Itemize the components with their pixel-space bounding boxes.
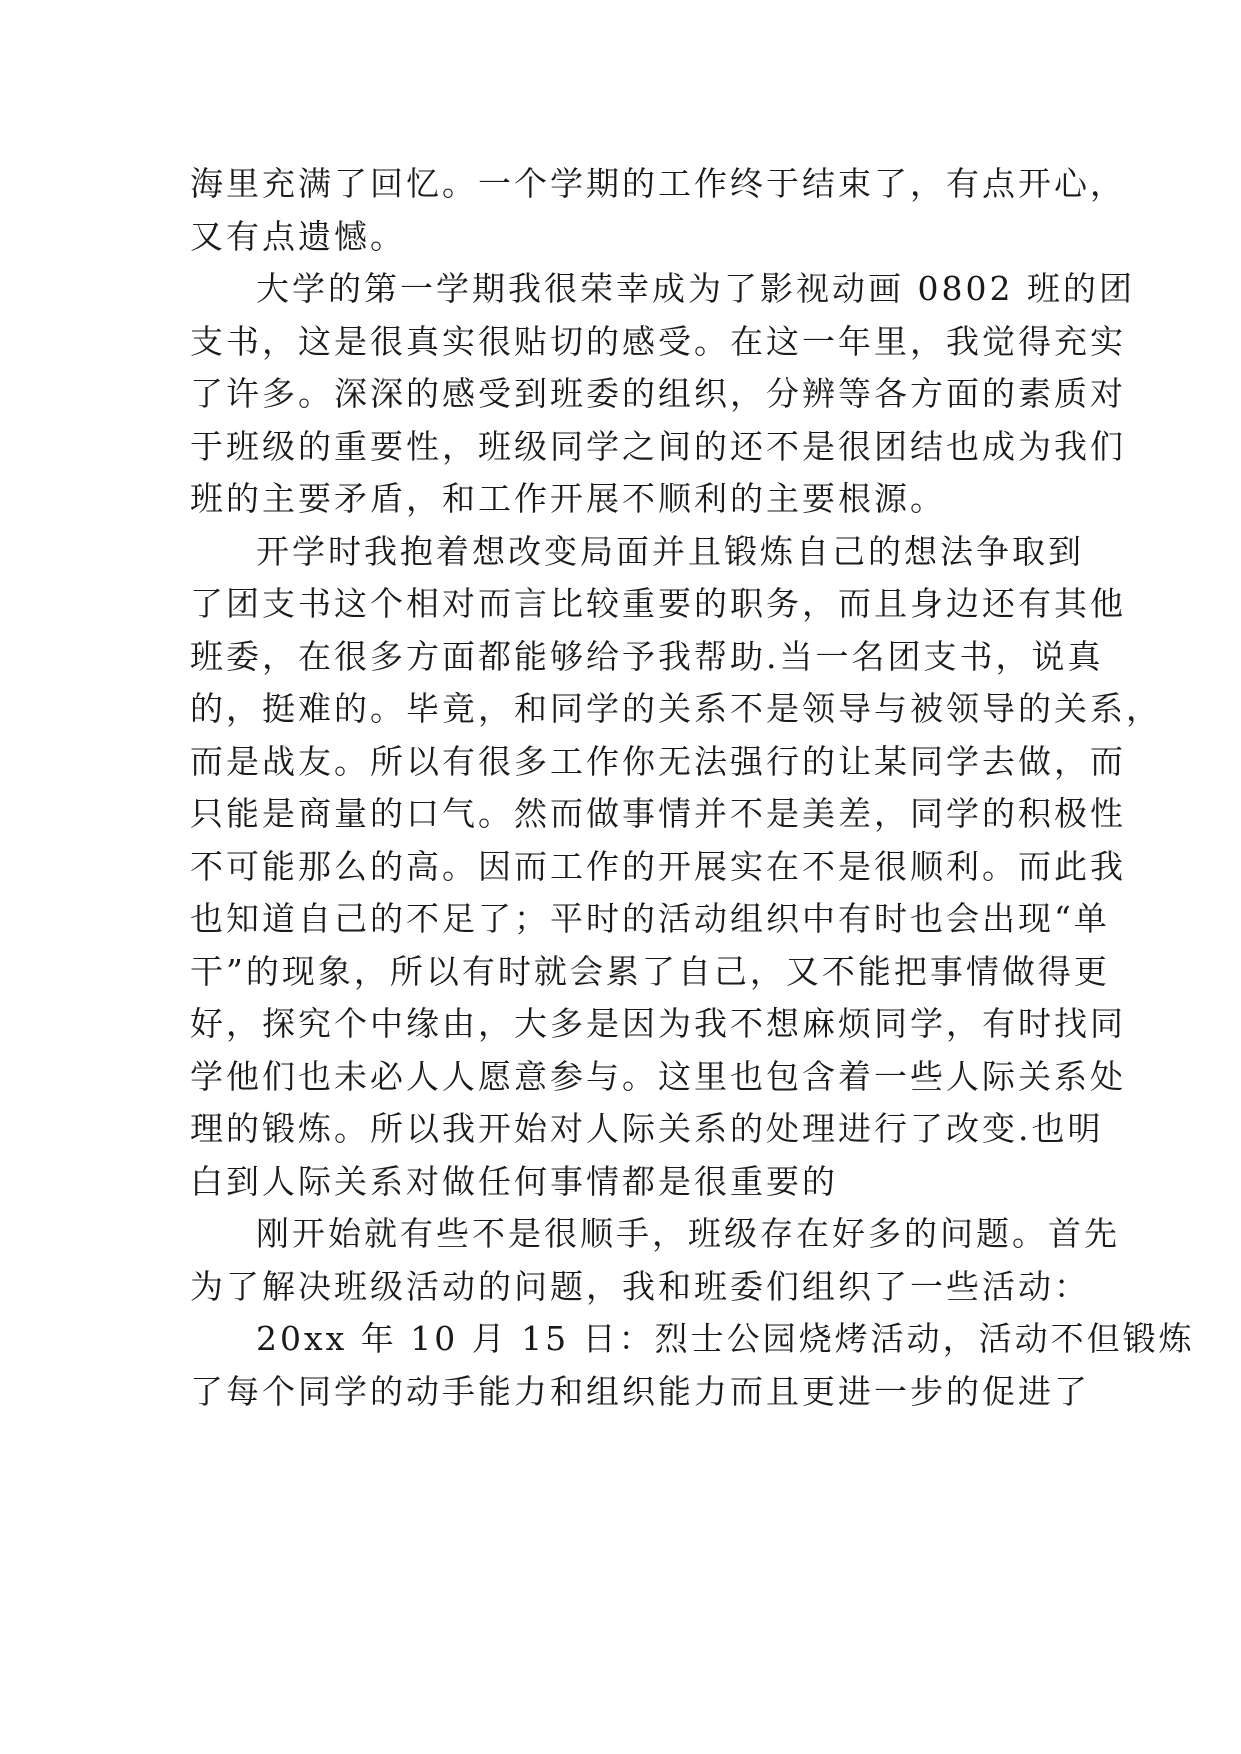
text-line: 又有点遗憾。	[190, 216, 406, 256]
document-body	[190, 158, 1195, 1418]
text-line: 大学的第一学期我很荣幸成为了影视动画 0802 班的团	[256, 269, 1135, 308]
text-line: 白到人际关系对做任何事情都是很重要的	[190, 1161, 838, 1201]
text-line: 干”的现象，所以有时就会累了自己，又不能把事情做得更	[190, 951, 1110, 991]
text-line: 了团支书这个相对而言比较重要的职务，而且身边还有其他	[190, 584, 1126, 623]
text-line: 理的锻炼。所以我开始对人际关系的处理进行了改变.也明	[190, 1109, 1104, 1148]
text-line: 开学时我抱着想改变局面并且锻炼自己的想法争取到	[256, 531, 1084, 571]
text-line: 刚开始就有些不是很顺手，班级存在好多的问题。首先	[256, 1214, 1120, 1253]
text-line: 也知道自己的不足了；平时的活动组织中有时也会出现“单	[190, 899, 1110, 938]
text-line: 只能是商量的口气。然而做事情并不是美差，同学的积极性	[190, 794, 1126, 833]
text-line: 而是战友。所以有很多工作你无法强行的让某同学去做，而	[190, 741, 1126, 781]
text-line: 了许多。深深的感受到班委的组织，分辨等各方面的素质对	[190, 374, 1126, 413]
text-line: 20xx 年 10 月 15 日：烈士公园烧烤活动，活动不但锻炼	[256, 1319, 1195, 1358]
text-line: 于班级的重要性，班级同学之间的还不是很团结也成为我们	[190, 426, 1126, 466]
text-line: 班委，在很多方面都能够给予我帮助.当一名团支书，说真	[190, 636, 1104, 676]
text-line: 班的主要矛盾，和工作开展不顺利的主要根源。	[190, 479, 946, 518]
text-line: 学他们也未必人人愿意参与。这里也包含着一些人际关系处	[190, 1056, 1126, 1096]
text-line: 不可能那么的高。因而工作的开展实在不是很顺利。而此我	[190, 846, 1126, 886]
text-line: 海里充满了回忆。一个学期的工作终于结束了，有点开心，	[190, 164, 1126, 203]
text-line: 了每个同学的动手能力和组织能力而且更进一步的促进了	[190, 1371, 1090, 1411]
text-line: 的，挺难的。毕竟，和同学的关系不是领导与被领导的关系，	[190, 689, 1162, 728]
text-line: 支书，这是很真实很贴切的感受。在这一年里，我觉得充实	[190, 321, 1126, 361]
text-line: 好，探究个中缘由，大多是因为我不想麻烦同学，有时找同	[190, 1004, 1126, 1043]
text-line: 为了解决班级活动的问题，我和班委们组织了一些活动：	[190, 1266, 1090, 1306]
